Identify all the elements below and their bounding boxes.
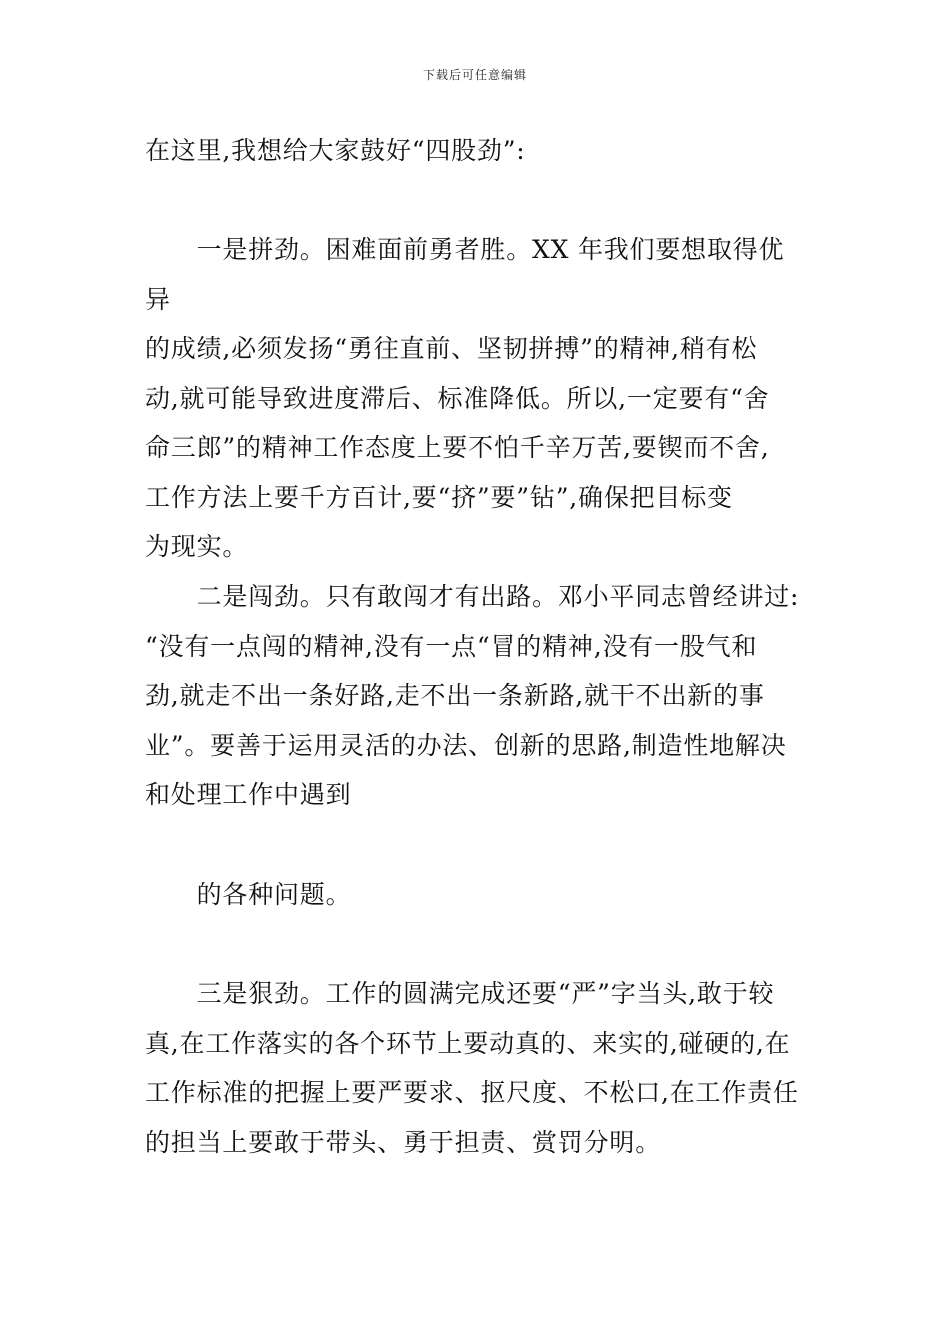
paragraph-two-continued: 的各种问题。 bbox=[145, 880, 352, 909]
paragraph-one: 一是拼劲。困难面前勇者胜。XX 年我们要想取得优异 的成绩,必须发扬“勇往直前、坚韧拼搏”的精神,稍有松 动,就可能导致进度滞后、标准降低。所以,一定要有“舍 命三郎”的精神工作态度上要不怕千辛万苦,要锲而不舍, 工作方法上要千方百计,要“挤”要”钻”,确保把目标变 为现实。 bbox=[145, 235, 785, 561]
paragraph-three: 三是狠劲。工作的圆满完成还要“严”字当头,敢于较 真,在工作落实的各个环节上要动真的、来实的,碰硬的,在 工作标准的把握上要严要求、抠尺度、不松口,在工作责任 的担当上要敢于带头、勇于担责、赏罚分明。 bbox=[145, 979, 799, 1157]
header-note: 下载后可任意编辑 bbox=[422, 68, 527, 82]
intro-paragraph: 在这里,我想给大家鼓好“四股劲”: bbox=[145, 136, 526, 165]
paragraph-two: 二是闯劲。只有敢闯才有出路。邓小平同志曾经讲过: “没有一点闯的精神,没有一点“冒的精神,没有一股气和 劲,就走不出一条好路,走不出一条新路,就干不出新的事 业”。要善于运用灵活的办法、创新的思路,制造性地解决 和处理工作中遇到 bbox=[145, 582, 800, 809]
